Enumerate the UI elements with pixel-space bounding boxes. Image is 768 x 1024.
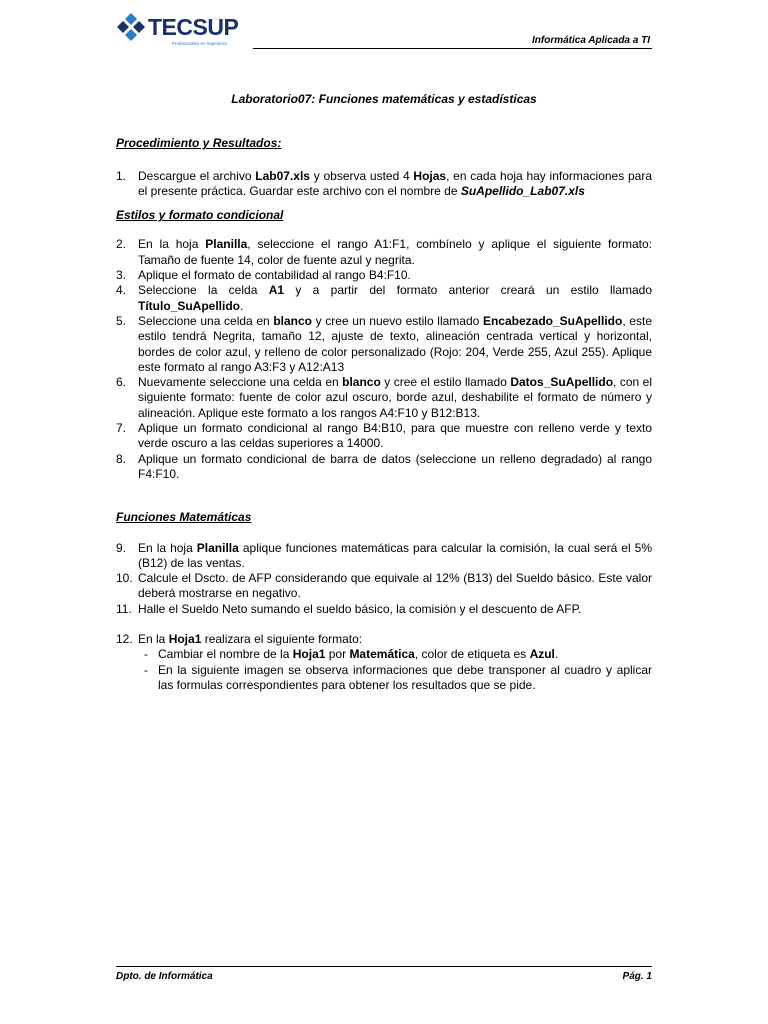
item-number: 7. bbox=[116, 421, 127, 436]
item-text: En la bbox=[138, 632, 169, 647]
item-number: 6. bbox=[116, 375, 127, 390]
item-bold: blanco bbox=[273, 313, 313, 328]
item-text: aplique funciones matemáticas para calcular la comisión, la cual será el 5% (B12) de las ventas. bbox=[138, 540, 652, 570]
item-number: 3. bbox=[116, 268, 127, 283]
logo-tagline: Profesionales en Ingeniería bbox=[172, 41, 227, 46]
item-bold: Hoja1 bbox=[292, 647, 326, 662]
item-text: Aplique un formato condicional de barra de datos (seleccione un relleno degradado) al rango F4:F10. bbox=[138, 451, 652, 481]
item-bold: Lab07.xls bbox=[255, 168, 310, 183]
sub-item-dash: - bbox=[144, 662, 148, 677]
item-bold-italic: SuApellido_Lab07.xls bbox=[460, 183, 585, 198]
item-text: Cambiar el nombre de la bbox=[158, 647, 293, 662]
item-bold: Datos_SuApellido bbox=[510, 375, 614, 390]
item-text: y cree el estilo llamado bbox=[380, 375, 511, 390]
document-title: Laboratorio07: Funciones matemáticas y estadísticas bbox=[231, 92, 537, 106]
item-text: y observa usted 4 bbox=[309, 168, 414, 183]
item-bold: Encabezado_SuApellido bbox=[482, 313, 623, 328]
list-item-2 bbox=[116, 237, 652, 268]
item-text: y a partir del formato anterior creará un estilo llamado bbox=[284, 283, 652, 298]
item-bold: blanco bbox=[342, 375, 381, 390]
item-bold: Hojas bbox=[413, 168, 447, 183]
footer-rule bbox=[116, 966, 652, 967]
list-item-12 bbox=[116, 632, 652, 647]
item-number: 2. bbox=[116, 237, 127, 252]
logo-text: TECSUP bbox=[148, 14, 239, 40]
section-estilos: Estilos y formato condicional bbox=[116, 208, 284, 223]
item-bold: Azul bbox=[529, 647, 555, 662]
list-item-7 bbox=[116, 421, 652, 452]
sub-item-1 bbox=[116, 647, 652, 662]
item-text: , con el siguiente formato: fuente de color azul oscuro, borde azul, deshabilite el formato de número y alineación. Aplique este formato a los rangos A4:F10 y B12:B13. bbox=[138, 375, 652, 420]
section-procedimiento: Procedimiento y Resultados: bbox=[116, 136, 282, 151]
item-text: . bbox=[554, 647, 559, 662]
section-funciones: Funciones Matemáticas bbox=[116, 510, 252, 525]
list-item-6 bbox=[116, 375, 652, 421]
tecsup-logo-mark-icon bbox=[116, 12, 146, 42]
document-body bbox=[116, 92, 652, 693]
item-text: Seleccione la celda bbox=[138, 283, 269, 298]
item-bold: Planilla bbox=[205, 237, 248, 252]
list-item-10 bbox=[116, 571, 652, 602]
item-text: Descargue el archivo bbox=[138, 168, 256, 183]
item-text: , en cada hoja hay informaciones para el presente práctica. Guardar este archivo con el nombre de bbox=[138, 168, 652, 198]
list-item-8 bbox=[116, 452, 652, 483]
list-item-1 bbox=[116, 169, 652, 200]
item-text: , este estilo tendrá Negrita, tamaño 12, ajuste de texto, alineación centrada vertical y horizontal, bordes de color azul, y relleno de color personalizado (Rojo: 204, Verde 255, Azul 255). Aplique este formato al rango A3:F3 y A12:A13 bbox=[138, 313, 652, 374]
footer-department: Dpto. de Informática bbox=[116, 971, 213, 982]
item-text: Nuevamente seleccione una celda en bbox=[138, 375, 343, 390]
item-bold: Hoja1 bbox=[168, 632, 202, 647]
item-number: 11. bbox=[116, 601, 132, 616]
item-text: y cree un nuevo estilo llamado bbox=[312, 313, 483, 328]
item-number: 1. bbox=[116, 168, 127, 183]
item-text: , seleccione el rango A1:F1, combínelo y aplique el siguiente formato: Tamaño de fuente 14, color de fuente azul y negrita. bbox=[138, 237, 652, 267]
item-number: 8. bbox=[116, 451, 127, 466]
header-rule bbox=[253, 48, 652, 49]
item-text: realizara el siguiente formato: bbox=[201, 632, 363, 647]
item-text: , color de etiqueta es bbox=[414, 647, 530, 662]
sub-item-2 bbox=[116, 663, 652, 694]
item-number: 9. bbox=[116, 540, 127, 555]
list-item-3 bbox=[116, 268, 652, 283]
header-title: Informática Aplicada a TI bbox=[532, 35, 650, 46]
page-footer bbox=[116, 966, 652, 982]
sub-item-dash: - bbox=[144, 647, 148, 662]
item-number: 4. bbox=[116, 283, 127, 298]
tecsup-logo bbox=[116, 12, 246, 48]
item-text: Halle el Sueldo Neto sumando el sueldo básico, la comisión y el descuento de AFP. bbox=[138, 601, 582, 616]
item-number: 5. bbox=[116, 313, 127, 328]
item-text: . bbox=[240, 298, 244, 313]
item-bold: Matemática bbox=[349, 647, 415, 662]
item-bold: A1 bbox=[268, 283, 285, 298]
item-number: 10. bbox=[116, 571, 133, 586]
list-item-4 bbox=[116, 283, 652, 314]
item-text: Aplique un formato condicional al rango B4:B10, para que muestre con relleno verde y texto verde oscuro a las celdas superiores a 14000. bbox=[138, 421, 652, 451]
item-text: Seleccione una celda en bbox=[138, 313, 274, 328]
item-bold: Título_SuApellido bbox=[138, 298, 240, 313]
item-text: En la siguiente imagen se observa informaciones que debe transponer al cuadro y aplicar las formulas correspondientes para obtener los resultados que se pide. bbox=[158, 662, 652, 692]
item-text: En la hoja bbox=[138, 540, 197, 555]
item-text: por bbox=[325, 647, 350, 662]
item-text: Calcule el Dscto. de AFP considerando que equivale al 12% (B13) del Sueldo básico. Este valor deberá mostrarse en negativo. bbox=[138, 571, 652, 601]
item-number: 12. bbox=[116, 632, 133, 647]
item-text: En la hoja bbox=[138, 237, 206, 252]
page-header bbox=[0, 0, 768, 60]
footer-page-number: Pág. 1 bbox=[622, 971, 652, 982]
list-item-5 bbox=[116, 314, 652, 375]
item-bold: Planilla bbox=[196, 540, 239, 555]
list-item-9 bbox=[116, 541, 652, 572]
list-item-11 bbox=[116, 602, 652, 617]
item-text: Aplique el formato de contabilidad al rango B4:F10. bbox=[138, 268, 411, 283]
